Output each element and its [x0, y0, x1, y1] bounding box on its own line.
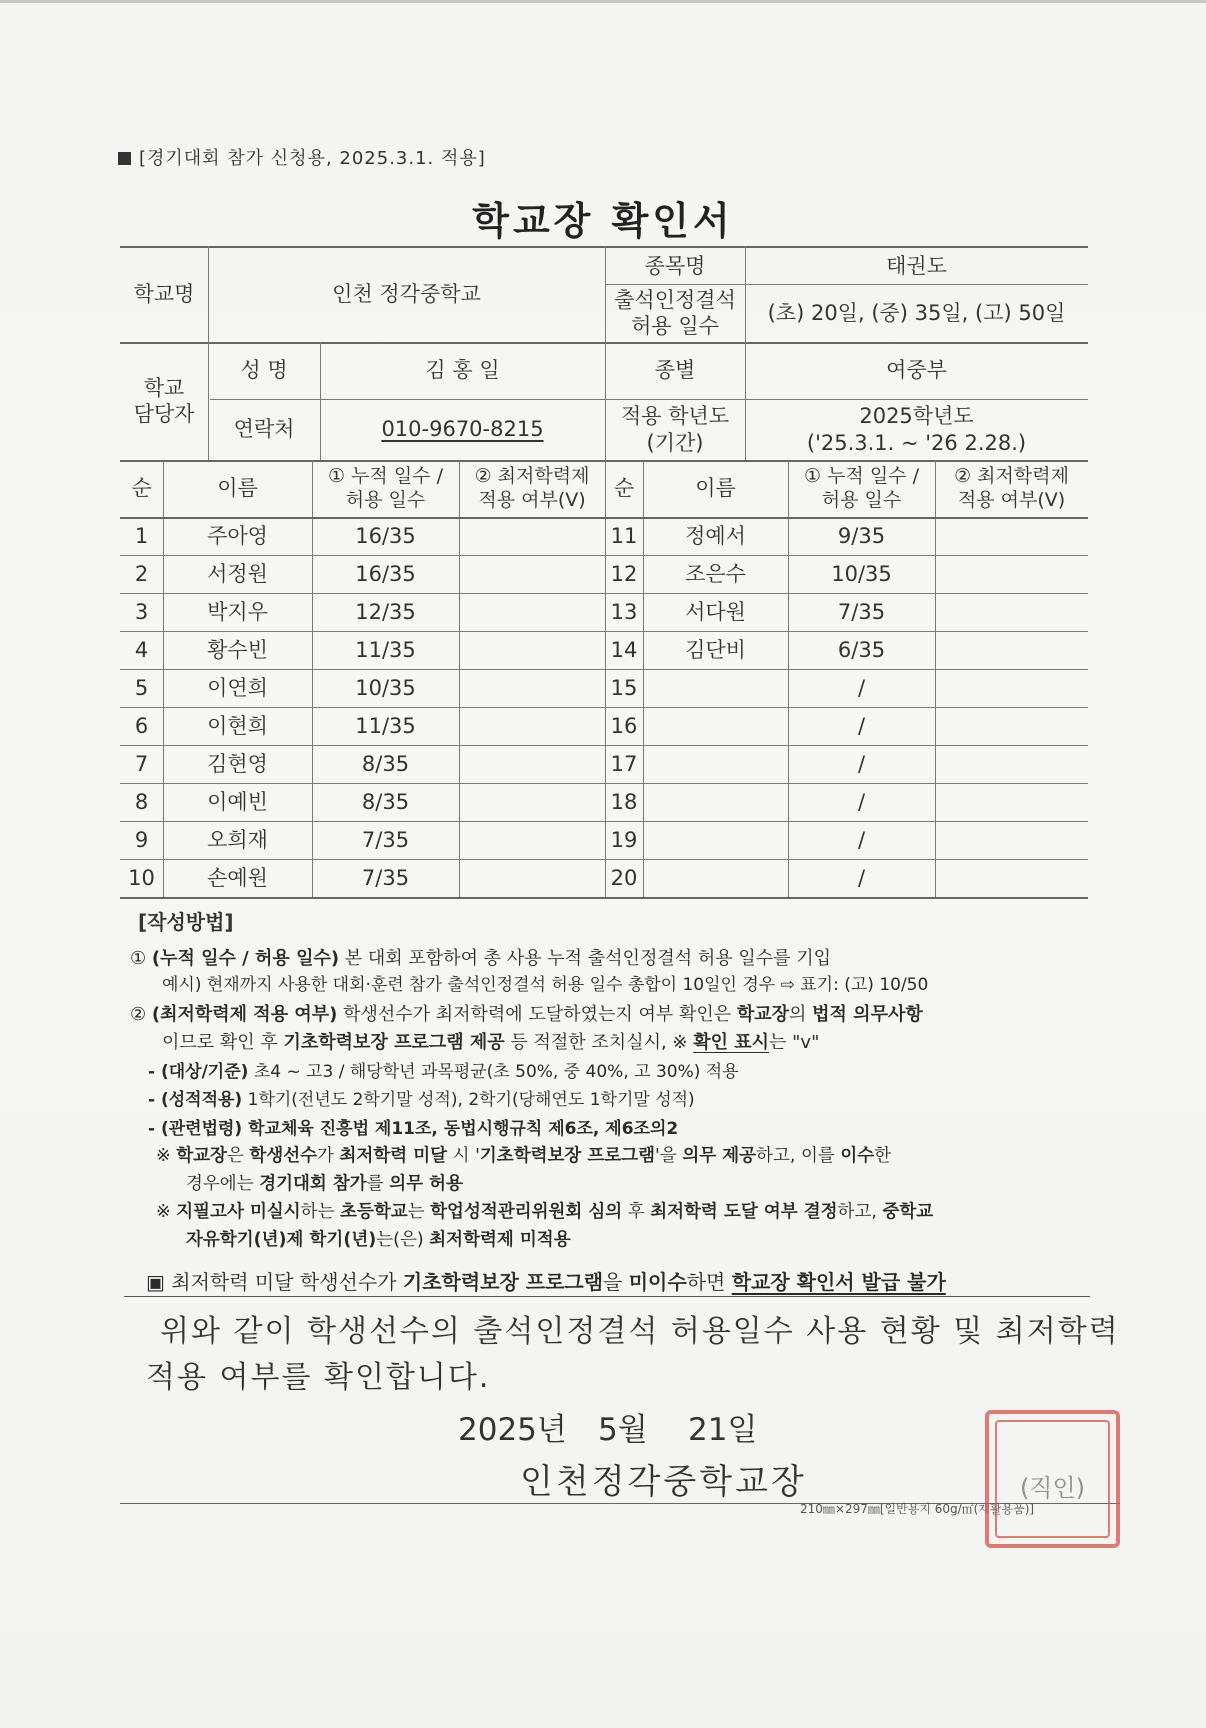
row-no: 4 — [134, 637, 149, 662]
row-no: 13 — [610, 599, 638, 624]
guide-text: 1학기(전년도 2학기말 성적), 2학기(당해연도 1학기말 성적) — [242, 1090, 695, 1110]
attendance-days: 16/35 — [355, 561, 416, 586]
guide-text: 은 — [226, 1146, 250, 1166]
guide-text: 시 ' — [447, 1146, 480, 1166]
guide-term: 기초학력보장 프로그램 — [402, 1270, 604, 1294]
attendance-days: 7/35 — [837, 599, 886, 624]
row-no: 16 — [610, 713, 638, 738]
contact-label: 연락처 — [233, 417, 295, 442]
guide-line-3 — [130, 1000, 923, 1026]
attendance-days: / — [857, 751, 866, 776]
guide-text: 를 — [366, 1174, 390, 1194]
min-standard-check — [459, 555, 605, 593]
boxed-arrow-icon: ▣ — [146, 1270, 165, 1294]
guide-term: 최저학력 도달 여부 결정 — [650, 1202, 838, 1222]
min-standard-check — [459, 517, 605, 555]
year-label-line1: 적용 학년도 — [620, 404, 730, 429]
guide-term: 법적 의무사항 — [812, 1004, 923, 1025]
header-min — [459, 460, 605, 517]
guide-text: ※ — [156, 1146, 177, 1166]
allow-value: (초) 20일, (중) 35일, (고) 50일 — [767, 300, 1066, 325]
guide-text: 하고, — [837, 1202, 883, 1222]
type-label: 종별 — [654, 358, 696, 383]
document-title: 학교장 확인서 — [472, 199, 734, 243]
min-standard-check — [459, 631, 605, 669]
guide-text: ※ — [156, 1202, 177, 1222]
guide-line-6 — [148, 1085, 695, 1110]
header-days-line2: 허용 일수 — [821, 488, 902, 511]
student-name: 박지우 — [207, 599, 268, 624]
guide-text: 하면 — [686, 1270, 732, 1294]
min-standard-check — [935, 669, 1088, 707]
square-bullet-icon — [118, 152, 131, 165]
allow-label — [605, 284, 745, 342]
guide-text: 의 — [789, 1004, 813, 1025]
guide-term: - (성적적용) — [148, 1090, 243, 1110]
guide-term: 의무 제공 — [682, 1146, 757, 1166]
attendance-days: 10/35 — [355, 675, 416, 700]
rule — [124, 1296, 1090, 1297]
guide-text: 한 — [874, 1146, 892, 1166]
student-name: 서정원 — [207, 561, 268, 586]
header-no: 순 — [131, 476, 152, 501]
guide-term: 학업성적관리위원회 심의 — [430, 1202, 623, 1222]
attendance-days: 6/35 — [837, 637, 886, 662]
guide-term: - (관련법령) 학교체육 진흥법 제11조, 동법시행규칙 제6조, 제6조의2 — [148, 1119, 679, 1139]
min-standard-check — [459, 745, 605, 783]
guide-text: 초4 ~ 고3 / 해당학년 과목평균(초 50%, 중 40%, 고 30%) 적용 — [248, 1062, 739, 1082]
row-no: 2 — [134, 561, 149, 586]
guide-term: 중학교 — [882, 1202, 934, 1222]
attendance-days: 11/35 — [355, 637, 416, 662]
header-name: 이름 — [695, 476, 736, 501]
attendance-days: 8/35 — [361, 751, 410, 776]
student-name — [643, 859, 788, 897]
guide-term: 초등학교 — [340, 1202, 408, 1222]
school-value: 인천 정각중학교 — [332, 281, 481, 306]
student-name: 조은수 — [685, 561, 746, 586]
row-no: 8 — [134, 789, 149, 814]
header-days-line1: ① 누적 일수 / — [328, 464, 443, 487]
min-standard-check — [935, 783, 1088, 821]
header-min-line2: 적용 여부(V) — [478, 488, 586, 511]
guide-text: 후 — [622, 1202, 651, 1222]
student-name: 정예서 — [685, 523, 746, 548]
header-days-line2: 허용 일수 — [345, 488, 426, 511]
min-standard-check — [459, 783, 605, 821]
guide-term: 학생선수 — [249, 1146, 318, 1166]
date-month: 5월 — [598, 1412, 648, 1448]
allow-label-line2: 허용 일수 — [631, 314, 719, 338]
student-name: 김단비 — [685, 637, 746, 662]
attendance-days: / — [857, 675, 866, 700]
header-note-text: [경기대회 참가 신청용, 2025.3.1. 적용] — [139, 148, 486, 169]
student-name — [643, 707, 788, 745]
manager-label-line2: 담당자 — [133, 402, 195, 426]
min-standard-check — [459, 669, 605, 707]
header-min-line1: ② 최저학력제 — [954, 464, 1069, 487]
row-no: 10 — [128, 865, 155, 890]
min-standard-check — [935, 707, 1088, 745]
header-min-line1: ② 최저학력제 — [474, 464, 590, 487]
guide-text: 는(은) — [376, 1230, 430, 1250]
contact-value: 010-9670-8215 — [381, 417, 544, 442]
min-standard-check — [935, 517, 1088, 555]
student-name — [643, 783, 788, 821]
student-name — [643, 821, 788, 859]
guide-line-8 — [156, 1142, 891, 1167]
name-value: 김 홍 일 — [425, 358, 500, 383]
principal-name: 인천정각중학교장 — [520, 1462, 807, 1502]
row-no: 6 — [134, 713, 149, 738]
header-min-line2: 적용 여부(V) — [957, 488, 1066, 511]
row-no: 14 — [610, 637, 638, 662]
guide-term: 확인 표시 — [693, 1032, 770, 1053]
guide-term: 학교장 — [736, 1004, 790, 1025]
student-name: 이예빈 — [207, 789, 268, 814]
year-label-line2: (기간) — [646, 430, 704, 455]
circled-two: ② — [130, 1004, 147, 1025]
attendance-days: / — [857, 865, 866, 890]
min-standard-check — [935, 593, 1088, 631]
min-standard-check — [935, 821, 1088, 859]
attendance-days: 11/35 — [355, 713, 416, 738]
min-standard-check — [935, 631, 1088, 669]
attendance-days: 7/35 — [361, 827, 410, 852]
guide-line-11 — [186, 1226, 571, 1251]
guide-text: 등 적절한 조치실시, ※ — [504, 1032, 694, 1053]
guide-term: 학교장 — [176, 1146, 227, 1166]
attendance-days: 12/35 — [355, 599, 416, 624]
student-name: 이현희 — [207, 713, 268, 738]
year-label — [605, 399, 745, 460]
attendance-days: / — [857, 827, 866, 852]
row-no: 5 — [134, 675, 149, 700]
min-standard-check — [935, 745, 1088, 783]
header-no: 순 — [613, 476, 635, 501]
year-value — [745, 399, 1088, 460]
circled-one: ① — [130, 948, 147, 969]
guide-term: 지필고사 미실시 — [176, 1202, 301, 1222]
row-no: 1 — [134, 523, 149, 548]
guide-term: 기초학력보장 프로그램 — [479, 1146, 656, 1166]
guide-text: 는 "v" — [769, 1032, 820, 1053]
student-name — [643, 669, 788, 707]
attendance-days: 9/35 — [837, 523, 886, 548]
min-standard-check — [459, 593, 605, 631]
type-value: 여중부 — [886, 358, 947, 383]
official-seal — [985, 1410, 1120, 1548]
guide-text: 경우에는 — [186, 1174, 260, 1194]
confirm-line-2: 적용 여부를 확인합니다. — [146, 1360, 491, 1395]
student-name — [643, 745, 788, 783]
row-no: 7 — [134, 751, 149, 776]
min-standard-check — [459, 859, 605, 897]
seal-text: (직인) — [1019, 1474, 1086, 1502]
guide-term: 최저학력제 미적용 — [429, 1230, 571, 1250]
row-no: 3 — [134, 599, 149, 624]
row-no: 20 — [610, 865, 638, 890]
guide-line-7 — [148, 1114, 678, 1139]
manager-label — [120, 342, 208, 460]
attendance-days: / — [857, 789, 866, 814]
guide-line-5 — [148, 1057, 739, 1082]
row-no: 17 — [610, 751, 638, 776]
guide-term: 미이수 — [628, 1270, 687, 1294]
guide-term: 학교장 확인서 발급 불가 — [731, 1270, 946, 1294]
min-standard-check — [459, 707, 605, 745]
header-days — [788, 460, 935, 517]
guide-term: 이수 — [840, 1146, 875, 1166]
header-days — [312, 460, 459, 517]
year-value-line2: ('25.3.1. ~ '26 2.28.) — [806, 430, 1027, 455]
row-no: 19 — [610, 827, 638, 852]
guide-text: 하는 — [300, 1202, 341, 1222]
guide-line-2: 예시) 현재까지 사용한 대회·훈련 참가 출석인정결석 허용 일수 총합이 10일인 경우 ⇨ 표기: (고) 10/50 — [162, 975, 929, 995]
guide-heading: [작성방법] — [138, 910, 234, 934]
min-standard-check — [459, 821, 605, 859]
student-name: 이연희 — [207, 675, 268, 700]
event-value: 태권도 — [886, 253, 947, 278]
guide-text: 가 — [317, 1146, 340, 1166]
row-no: 11 — [610, 523, 638, 548]
year-value-line1: 2025학년도 — [859, 404, 974, 429]
guide-term: 최저학력 미달 학생선수 — [171, 1270, 378, 1294]
row-no: 18 — [610, 789, 638, 814]
header-note — [118, 144, 486, 170]
guide-term: - (대상/기준) — [148, 1062, 249, 1082]
min-standard-check — [935, 555, 1088, 593]
row-no: 9 — [134, 827, 149, 852]
guide-line-12 — [146, 1266, 946, 1295]
confirm-line-1: 위와 같이 학생선수의 출석인정결석 허용일수 사용 현황 및 최저학력 — [160, 1314, 1120, 1349]
student-name: 손예원 — [207, 865, 268, 890]
manager-label-line1: 학교 — [143, 375, 185, 400]
student-name: 서다원 — [685, 599, 746, 624]
guide-text: 을 — [603, 1270, 629, 1294]
guide-text: 학생선수가 최저학력에 도달하였는지 여부 확인은 — [337, 1004, 737, 1025]
attendance-days: 7/35 — [361, 865, 410, 890]
attendance-days: 10/35 — [831, 561, 892, 586]
guide-term: 의무 허용 — [389, 1174, 463, 1194]
student-name: 오희재 — [207, 827, 268, 852]
guide-line-4 — [162, 1028, 819, 1054]
student-name: 주아영 — [207, 523, 268, 548]
guide-text: 가 — [377, 1270, 403, 1294]
top-edge — [0, 0, 1206, 3]
attendance-days: / — [857, 713, 866, 738]
header-days-line1: ① 누적 일수 / — [804, 464, 919, 487]
guide-term: 경기대회 참가 — [259, 1174, 367, 1194]
guide-term: 기초학력보장 프로그램 제공 — [283, 1032, 505, 1053]
allow-label-line1: 출석인정결석 — [614, 287, 736, 312]
guide-term: 자유학기(년)제 학기(년) — [186, 1230, 377, 1250]
guide-line-1 — [130, 944, 831, 970]
name-label: 성 명 — [240, 358, 288, 383]
min-standard-check — [935, 859, 1088, 897]
row-no: 12 — [610, 561, 638, 586]
row-no: 15 — [610, 675, 638, 700]
guide-text: 는 — [407, 1202, 431, 1222]
date-year: 2025년 — [458, 1412, 567, 1448]
guide-text: 이므로 확인 후 — [162, 1032, 284, 1053]
guide-text: '을 — [655, 1146, 683, 1166]
date-day: 21일 — [688, 1412, 758, 1448]
attendance-days: 8/35 — [361, 789, 410, 814]
school-label: 학교명 — [133, 281, 195, 306]
rule — [120, 897, 1088, 899]
student-name: 황수빈 — [207, 637, 268, 662]
attendance-days: 16/35 — [355, 523, 416, 548]
guide-line-10 — [156, 1198, 933, 1223]
header-name: 이름 — [217, 476, 258, 501]
paper-spec: 210㎜×297㎜[일반용지 60g/㎡(재활용품)] — [800, 1502, 1035, 1516]
guide-text: 본 대회 포함하여 총 사용 누적 출석인정결석 허용 일수를 기입 — [339, 948, 831, 969]
event-label: 종목명 — [644, 253, 706, 278]
guide-line-9 — [186, 1170, 463, 1195]
guide-term: 최저학력 미달 — [339, 1146, 448, 1166]
guide-term: (최저학력제 적용 여부) — [151, 1004, 338, 1025]
header-min — [935, 460, 1088, 517]
guide-text: 하고, 이를 — [756, 1146, 841, 1166]
student-name: 김현영 — [207, 751, 268, 776]
guide-term: (누적 일수 / 허용 일수) — [151, 948, 340, 969]
